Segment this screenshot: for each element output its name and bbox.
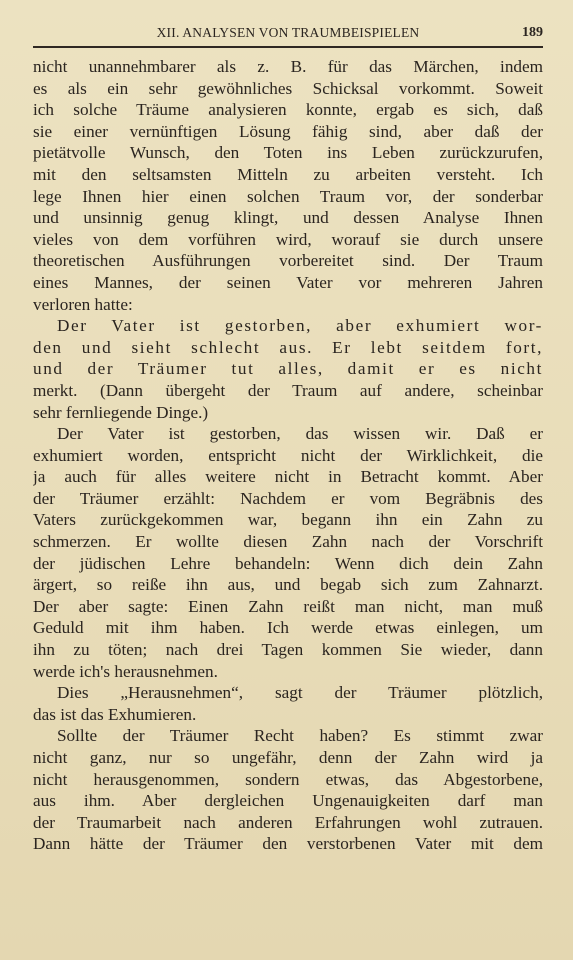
- text-line: vieles von dem vorführen wird, worauf sie durch unsere: [33, 229, 543, 249]
- text-line: der Träumer erzählt: Nachdem er vom Begräbnis des: [33, 488, 543, 508]
- text-line: Der aber sagte: Einen Zahn reißt man nicht, man muß: [33, 596, 543, 616]
- text-line: ärgert, so reiße ihn aus, und begab sich zum Zahnarzt.: [33, 575, 543, 595]
- text-line: merkt. (Dann übergeht der Traum auf andere, scheinbar: [33, 380, 543, 400]
- text-line: das ist das Exhumieren.: [33, 704, 197, 724]
- text-line: der jüdischen Lehre behandeln: Wenn dich dein Zahn: [33, 553, 543, 573]
- text-line: verloren hatte:: [33, 294, 133, 314]
- body-text: [33, 56, 543, 855]
- text-line: es als ein sehr gewöhnliches Schicksal vorkommt. Soweit: [33, 78, 543, 98]
- text-line: ihn zu töten; nach drei Tagen kommen Sie wieder, dann: [33, 640, 543, 660]
- text-line: ich solche Träume analysieren konnte, ergab es sich, daß: [33, 100, 543, 120]
- running-head: XII. ANALYSEN VON TRAUMBEISPIELEN: [156, 25, 420, 40]
- text-line: nicht herausgenommen, sondern etwas, das Abgestorbene,: [33, 769, 543, 789]
- text-line: werde ich's herausnehmen.: [33, 661, 218, 681]
- text-line: Sollte der Träumer Recht haben? Es stimmt zwar: [57, 726, 543, 746]
- text-line: exhumiert worden, entspricht nicht der Wirklichkeit, die: [33, 445, 543, 465]
- text-line: sie einer vernünftigen Lösung fähig sind, aber daß der: [33, 121, 543, 141]
- text-line: und unsinnig genug klingt, und dessen Analyse Ihnen: [33, 208, 543, 228]
- text-line: ja auch für alles weitere nicht in Betracht kommt. Aber: [33, 467, 543, 487]
- text-line: nicht unannehmbarer als z. B. für das Märchen, indem: [33, 57, 543, 76]
- page-header: [33, 24, 543, 48]
- text-line: lege Ihnen hier einen solchen Traum vor, der sonderbar: [33, 186, 543, 206]
- text-line: Der Vater ist gestorben, das wissen wir. Daß er: [57, 424, 543, 444]
- text-line: mit den seltsamsten Mitteln zu arbeiten versteht. Ich: [33, 164, 543, 184]
- page-number: 189: [522, 25, 543, 40]
- text-line: der Traumarbeit nach anderen Erfahrungen wohl zutrauen.: [33, 812, 543, 832]
- text-line: den und sieht schlecht aus. Er lebt seitdem fort,: [33, 337, 543, 357]
- text-line: theoretischen Ausführungen vorbereitet sind. Der Traum: [33, 251, 543, 271]
- text-line: pietätvolle Wunsch, den Toten ins Leben zurückzurufen,: [33, 143, 543, 163]
- text-line: Geduld mit ihm haben. Ich werde etwas einlegen, um: [33, 618, 543, 638]
- text-line: Der Vater ist gestorben, aber exhumiert wor-: [57, 316, 543, 336]
- text-line: nicht ganz, nur so ungefähr, denn der Zahn wird ja: [33, 748, 543, 767]
- text-line: sehr fernliegende Dinge.): [33, 402, 209, 422]
- text-line: aus ihm. Aber dergleichen Ungenauigkeiten darf man: [33, 791, 543, 811]
- text-line: Dann hätte der Träumer den verstorbenen Vater mit dem: [33, 834, 543, 854]
- text-line: eines Mannes, der seinen Vater vor mehreren Jahren: [33, 272, 543, 292]
- text-line: Vaters zurückgekommen war, begann ihn ein Zahn zu: [33, 510, 543, 530]
- text-line: Dies „Herausnehmen“, sagt der Träumer plötzlich,: [57, 683, 543, 703]
- text-line: schmerzen. Er wollte diesen Zahn nach der Vorschrift: [33, 532, 543, 552]
- text-line: und der Träumer tut alles, damit er es nicht: [33, 359, 543, 379]
